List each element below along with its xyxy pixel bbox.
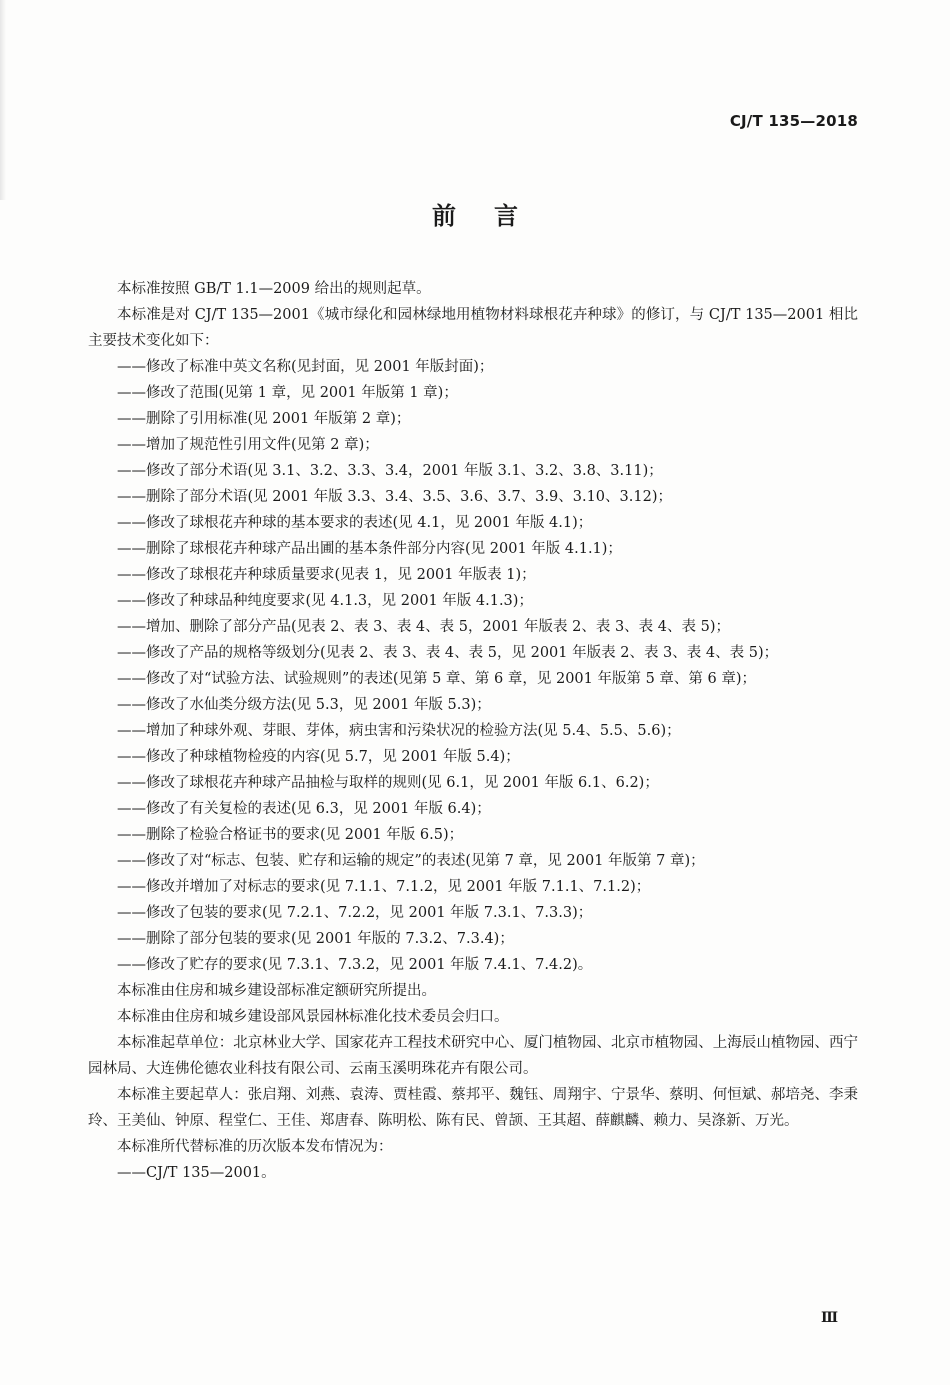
list-item: ——修改了有关复检的表述(见 6.3，见 2001 年版 6.4)； xyxy=(117,801,491,817)
list-item: ——修改了球根花卉种球质量要求(见表 1，见 2001 年版表 1)； xyxy=(117,567,536,583)
list-item: ——删除了球根花卉种球产品出圃的基本条件部分内容(见 2001 年版 4.1.1)； xyxy=(117,541,622,557)
list-item: ——修改了部分术语(见 3.1、3.2、3.3、3.4，2001 年版 3.1、3.2、3.8、3.11)； xyxy=(117,463,663,479)
list-item: ——修改了球根花卉种球的基本要求的表述(见 4.1，见 2001 年版 4.1)； xyxy=(117,515,593,531)
paragraph-proposed-by: 本标准由住房和城乡建设部标准定额研究所提出。 xyxy=(117,983,436,999)
list-item: ——删除了部分包装的要求(见 2001 年版的 7.3.2、7.3.4)； xyxy=(117,931,514,947)
paragraph-main-drafters: 本标准主要起草人：张启翔、刘燕、袁涛、贾桂霞、蔡邦平、魏钰、周翔宇、宁景华、蔡明、何恒斌、郝培尧、李秉玲、王美仙、钟原、程堂仁、王佳、郑唐春、陈明松、陈有民、曾颉、王其超、薛麒麟、赖力、吴涤新、万光。 xyxy=(88,1087,858,1129)
list-item: ——修改了种球植物检疫的内容(见 5.7，见 2001 年版 5.4)； xyxy=(117,749,520,765)
paragraph-version-history: 本标准所代替标准的历次版本发布情况为： xyxy=(117,1139,393,1155)
list-item: ——删除了部分术语(见 2001 年版 3.3、3.4、3.5、3.6、3.7、3.9、3.10、3.12)； xyxy=(117,489,672,505)
list-item: ——修改了范围(见第 1 章，见 2001 年版第 1 章)； xyxy=(117,385,458,401)
list-item: ——修改了贮存的要求(见 7.3.1、7.3.2，见 2001 年版 7.4.1、7.4.2)。 xyxy=(117,957,593,973)
changes-list xyxy=(88,354,858,978)
list-item: ——CJ/T 135—2001。 xyxy=(117,1165,276,1181)
list-item: ——删除了引用标准(见 2001 年版第 2 章)； xyxy=(117,411,411,427)
list-item: ——修改了球根花卉种球产品抽检与取样的规则(见 6.1，见 2001 年版 6.1、6.2)； xyxy=(117,775,659,791)
paragraph-centralized-by: 本标准由住房和城乡建设部风景园林标准化技术委员会归口。 xyxy=(117,1009,509,1025)
list-item: ——修改了水仙类分级方法(见 5.3，见 2001 年版 5.3)； xyxy=(117,697,491,713)
page-number: Ⅲ xyxy=(820,1310,838,1326)
page-title: 前言 xyxy=(432,202,556,230)
list-item: ——修改了产品的规格等级划分(见表 2、表 3、表 4、表 5，见 2001 年版表 2、表 3、表 4、表 5)； xyxy=(117,645,779,661)
list-item: ——修改了种球品种纯度要求(见 4.1.3，见 2001 年版 4.1.3)； xyxy=(117,593,533,609)
scan-edge-shadow xyxy=(0,0,6,200)
list-item: ——删除了检验合格证书的要求(见 2001 年版 6.5)； xyxy=(117,827,464,843)
list-item: ——修改了对“试验方法、试验规则”的表述(见第 5 章、第 6 章，见 2001 年版第 5 章、第 6 章)； xyxy=(117,671,757,687)
list-item: ——增加了种球外观、芽眼、芽体，病虫害和污染状况的检验方法(见 5.4、5.5、5.6)； xyxy=(117,723,681,739)
standard-code: CJ/T 135—2018 xyxy=(729,112,858,130)
list-item: ——增加、删除了部分产品(见表 2、表 3、表 4、表 5，2001 年版表 2、表 3、表 4、表 5)； xyxy=(117,619,730,635)
foreword-body xyxy=(88,276,858,1186)
list-item: ——修改了包装的要求(见 7.2.1、7.2.2，见 2001 年版 7.3.1、7.3.3)； xyxy=(117,905,593,921)
list-item: ——修改并增加了对标志的要求(见 7.1.1、7.1.2，见 2001 年版 7.1.1、7.1.2)； xyxy=(117,879,651,895)
list-item: ——增加了规范性引用文件(见第 2 章)； xyxy=(117,437,379,453)
list-item: ——修改了标准中英文名称(见封面，见 2001 年版封面)； xyxy=(117,359,494,375)
paragraph-revision-intro: 本标准是对 CJ/T 135—2001《城市绿化和园林绿地用植物材料球根花卉种球》的修订，与 CJ/T 135—2001 相比主要技术变化如下： xyxy=(88,307,858,349)
paragraph-drafting-units: 本标准起草单位：北京林业大学、国家花卉工程技术研究中心、厦门植物园、北京市植物园、上海辰山植物园、西宁园林局、大连佛伦德农业科技有限公司、云南玉溪明珠花卉有限公司。 xyxy=(88,1035,858,1077)
paragraph-drafting-rules: 本标准按照 GB/T 1.1—2009 给出的规则起草。 xyxy=(117,281,431,297)
list-item: ——修改了对“标志、包装、贮存和运输的规定”的表述(见第 7 章，见 2001 年版第 7 章)； xyxy=(117,853,705,869)
